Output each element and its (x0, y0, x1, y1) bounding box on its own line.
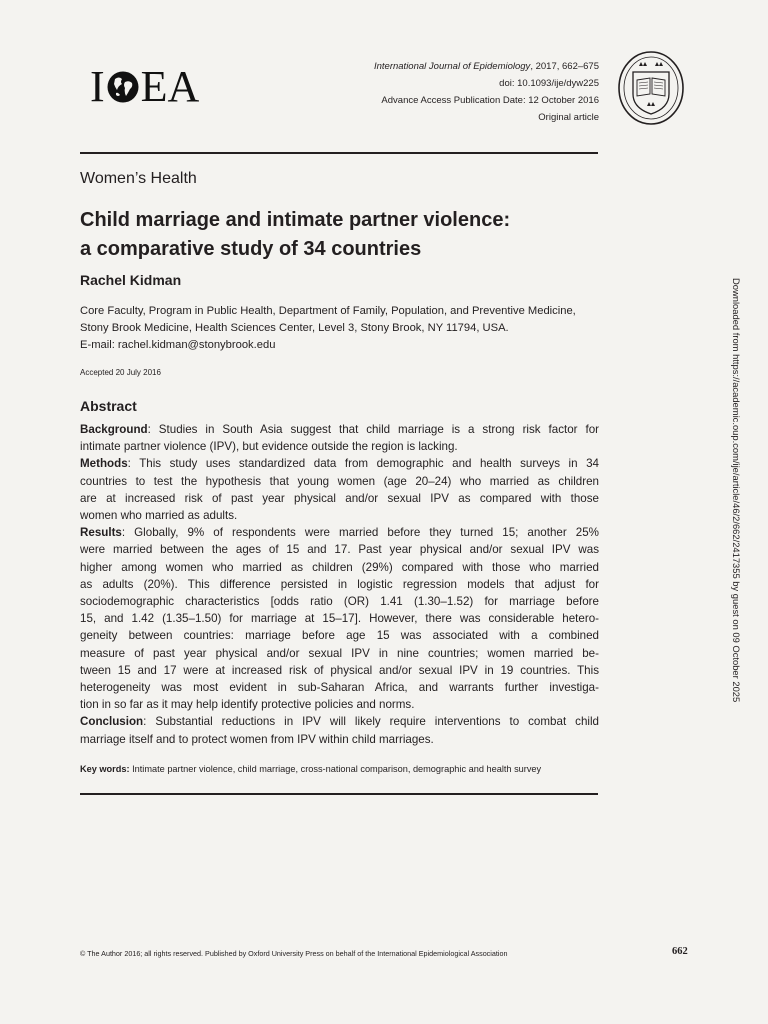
abstract-line (80, 713, 599, 730)
keywords-text: Intimate partner violence, child marriage, cross-national comparison, demographic and health survey (129, 764, 542, 774)
abstract-line (80, 524, 599, 541)
section-label: Women’s Health (80, 170, 197, 187)
abstract-line: heterogeneity was most evident in sub-Saharan Africa, and warrants further investiga- (80, 681, 599, 695)
globe-icon (106, 70, 140, 104)
affiliation-line-2: Stony Brook Medicine, Health Sciences Center, Level 3, Stony Brook, NY 11794, USA. (80, 322, 509, 334)
abstract-line (80, 421, 599, 438)
keywords-label: Key words: (80, 764, 130, 774)
ieа-logo (90, 62, 200, 111)
keywords (80, 764, 541, 774)
article-title (80, 206, 510, 264)
abstract-line: 15, and 1.42 (1.35–1.50) for marriage at 15–17]. However, there was considerable hetero- (80, 612, 599, 626)
doi: doi: 10.1093/ije/dyw225 (499, 78, 599, 89)
abstract-text: : This study uses standardized data from demographic and health surveys in 34 (127, 457, 599, 471)
abstract-text: : Studies in South Asia suggest that child marriage is a strong risk factor for (147, 423, 599, 436)
journal-name: International Journal of Epidemiology (373, 61, 531, 72)
journal-citation (374, 58, 599, 75)
abstract-line: marriage itself and to protect women from IPV within child marriages. (80, 732, 434, 746)
abstract-line: as adults (20%). This difference persisted in logistic regression models that adjust for (80, 577, 599, 591)
abstract-heading: Abstract (80, 398, 137, 414)
title-line-2: a comparative study of 34 countries (80, 238, 422, 260)
affiliation (80, 303, 576, 354)
advance-access-date: Advance Access Publication Date: 12 October 2016 (381, 95, 599, 106)
abstract-line: tion in so far as it may help identify protective policies and norms. (80, 698, 415, 712)
affiliation-line-1: Core Faculty, Program in Public Health, Department of Family, Population, and Preventive Medicine, (80, 305, 576, 317)
bottom-rule (80, 793, 598, 795)
conclusion-label: Conclusion (80, 715, 144, 729)
affiliation-email: E-mail: rachel.kidman@stonybrook.edu (80, 339, 276, 351)
page-number: 662 (672, 946, 688, 957)
oxford-seal-icon (617, 50, 685, 126)
background-label: Background (80, 423, 148, 436)
logo-letters-ea: EA (140, 62, 200, 111)
article-type: Original article (538, 112, 599, 123)
copyright-footer: © The Author 2016; all rights reserved. Published by Oxford University Press on behalf of the International Epidemiological Association (80, 949, 508, 958)
abstract-body (80, 421, 599, 748)
abstract-line: women who married as adults. (80, 509, 238, 523)
journal-meta (374, 58, 599, 126)
abstract-line (80, 455, 599, 472)
accepted-date: Accepted 20 July 2016 (80, 368, 161, 377)
abstract-text: : Globally, 9% of respondents were married before they turned 15; another 25% (121, 526, 599, 540)
abstract-line: sociodemographic characteristics [odds ratio (OR) 1.41 (1.30–1.52) for marriage before (80, 595, 599, 609)
logo-letter-i: I (90, 62, 105, 111)
abstract-line: were married between the ages of 15 and 17. Past year physical and/or sexual IPV was (80, 543, 599, 557)
results-label: Results (80, 526, 122, 540)
top-rule (80, 152, 598, 154)
abstract-line: are at increased risk of past year physical and/or sexual IPV as compared with those (80, 491, 599, 505)
methods-label: Methods (80, 457, 128, 471)
abstract-line: tween 15 and 17 were at increased risk of physical and/or sexual IPV in 19 countries. This (80, 663, 599, 677)
abstract-text: : Substantial reductions in IPV will likely require interventions to combat child (143, 715, 599, 729)
download-watermark: Downloaded from https://academic.oup.com/ije/article/46/2/662/2417355 by guest on 09 October 2025 (731, 278, 742, 703)
abstract-line: measure of past year physical and/or sexual IPV in nine countries; women married be- (80, 646, 599, 660)
abstract-line: countries to test the hypothesis that young women (age 20–24) who married as children (80, 474, 599, 488)
abstract-line: geneity between countries: marriage before age 15 was associated with a combined (80, 629, 599, 643)
abstract-line: intimate partner violence (IPV), but evidence outside the region is lacking. (80, 440, 458, 454)
abstract-line: higher among women who married as children (29%) compared with those who married (80, 560, 599, 574)
journal-citation-detail: , 2017, 662–675 (530, 61, 599, 72)
author-name: Rachel Kidman (80, 272, 182, 288)
title-line-1: Child marriage and intimate partner violence: (80, 209, 511, 231)
